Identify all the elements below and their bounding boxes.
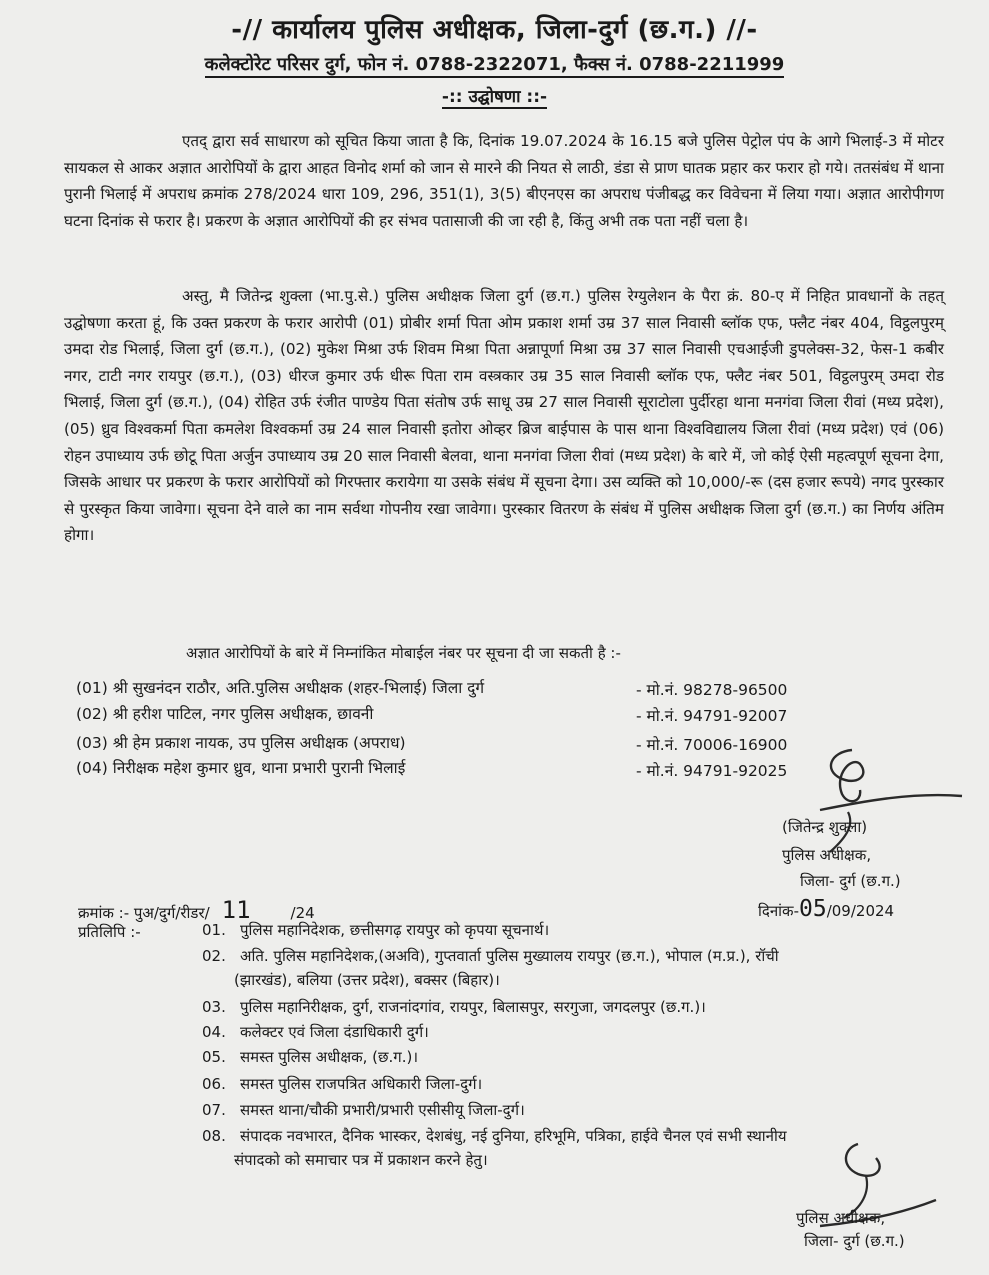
signatory-designation: पुलिस अधीक्षक,	[782, 846, 872, 864]
contact-mobile: - मो.नं. 98278-96500	[636, 681, 788, 699]
contact-mobile: - मो.नं. 94791-92025	[636, 762, 788, 780]
date-day: 05	[799, 896, 827, 922]
copy-item	[202, 1072, 922, 1096]
copy-item	[202, 944, 922, 992]
copy-number: 02.	[202, 947, 226, 965]
copy-text: पुलिस महानिदेशक, छत्तीसगढ़ रायपुर को कृपया सूचनार्थ।	[240, 921, 550, 939]
signatory-name: (जितेन्द्र शुक्ला)	[782, 818, 868, 836]
paragraph-1	[64, 128, 944, 234]
proclamation-heading-text: -:: उद्घोषणा ::-	[441, 87, 548, 107]
copy-number: 05.	[202, 1048, 226, 1066]
paragraph-2	[64, 283, 944, 549]
signatory-district: जिला- दुर्ग (छ.ग.)	[800, 872, 901, 890]
proclamation-heading	[0, 84, 989, 107]
contact-name: (04) निरीक्षक महेश कुमार ध्रुव, थाना प्रभारी पुरानी भिलाई	[76, 759, 406, 777]
copy-item	[202, 918, 922, 942]
copy-number: 04.	[202, 1023, 226, 1041]
copy-text-continued: संपादको को समाचार पत्र में प्रकाशन करने हेतु।	[234, 1151, 488, 1169]
contact-mobile: - मो.नं. 70006-16900	[636, 736, 788, 754]
reference-prefix: क्रमांक :- पुअ/दुर्ग/रीडर/	[78, 904, 210, 922]
office-title: -// कार्यालय पुलिस अधीक्षक, जिला-दुर्ग (छ.ग.) //-	[231, 15, 758, 45]
contact-name: (01) श्री सुखनंदन राठौर, अति.पुलिस अधीक्षक (शहर-भिलाई) जिला दुर्ग	[76, 679, 485, 697]
copy-item	[202, 1045, 922, 1069]
paragraph-2-text: अस्तु, मै जितेन्द्र शुक्ला (भा.पु.से.) पुलिस अधीक्षक जिला दुर्ग (छ.ग.) पुलिस रेग्युलेशन के पैरा क्रं. 80-ए में निहित प्रावधानों के तहत् उद्घोषणा करता हूं, कि उक्त प्रकरण के फरार आरोपी (01) प्रोबीर शर्मा पिता ओम प्रकाश शर्मा उम्र 37 साल निवासी ब्लॉक एफ, फ्लैट नंबर 404, विट्ठलपुरम् उमदा रोड भिलाई, जिला दुर्ग (छ.ग.), (02) मुकेश मिश्रा उर्फ शिवम मिश्रा पिता अन्नापूर्णा मिश्रा उम्र 37 साल निवासी एचआईजी डुपलेक्स-32, फेस-1 कबीर नगर, टाटी नगर रायपुर (छ.ग.), (03) धीरज कुमार उर्फ धीरू पिता राम वस्त्रकार उम्र 35 साल निवासी ब्लॉक एफ, फ्लैट नंबर 501, विट्ठलपुरम् उमदा रोड भिलाई, जिला दुर्ग (छ.ग.), (04) रोहित उर्फ रंजीत पाण्डेय पिता संतोष उर्फ साधू उम्र 27 साल निवासी सूराटोला पुर्दीरहा थाना मनगंवा जिला रीवां (मध्य प्रदेश), (05) ध्रुव विश्वकर्मा पिता कमलेश विश्वकर्मा उम्र 24 साल निवासी इतोरा ओव्हर ब्रिज बाईपास के पास थाना विश्वविद्यालय जिला रीवां (मध्य प्रदेश) एवं (06) रोहन उपाध्याय उर्फ छोटू पिता अर्जुन उपाध्याय उम्र 20 साल निवासी बेलवा, थाना मनगंवा जिला रीवां (मध्य प्रदेश) के बारे में, जो कोई ऐसी महत्वपूर्ण सूचना देगा, जिसके आधार पर प्रकरण के फरार आरोपियों को गिरफ्तार करायेगा या उसके संबंध में सूचना देगा। उस व्यक्ति को 10,000/-रू (दस हजार रूपये) नगद पुरस्कार से पुरस्कृत किया जावेगा। सूचना देने वाले का नाम सर्वथा गोपनीय रखा जावेगा। पुरस्कार वितरण के संबंध में पुलिस अधीक्षक जिला दुर्ग (छ.ग.) का निर्णय अंतिम होगा।	[64, 287, 944, 545]
copy-text: अति. पुलिस महानिदेशक,(अअवि), गुप्तवार्ता पुलिस मुख्यालय रायपुर (छ.ग.), भोपाल (म.प्र.), रॉची	[240, 947, 779, 965]
copy-text-continued: (झारखंड), बलिया (उत्तर प्रदेश), बक्सर (बिहार)।	[234, 971, 500, 989]
reference-suffix: /24	[290, 904, 315, 922]
signatory-designation: पुलिस अधीक्षक,	[796, 1209, 886, 1227]
date-rest: /09/2024	[826, 902, 895, 920]
copy-number: 08.	[202, 1127, 226, 1145]
copy-number: 01.	[202, 921, 226, 939]
contacts-intro: अज्ञात आरोपियों के बारे में निम्नांकित मोबाईल नंबर पर सूचना दी जा सकती है :-	[186, 644, 621, 662]
contact-name: (02) श्री हरीश पाटिल, नगर पुलिस अधीक्षक, छावनी	[76, 705, 374, 723]
copy-text: समस्त पुलिस राजपत्रित अधिकारी जिला-दुर्ग।	[240, 1075, 483, 1093]
copy-text: पुलिस महानिरीक्षक, दुर्ग, राजनांदगांव, रायपुर, बिलासपुर, सरगुजा, जगदलपुर (छ.ग.)।	[240, 998, 706, 1016]
copy-text: संपादक नवभारत, दैनिक भास्कर, देशबंधु, नई दुनिया, हरिभूमि, पत्रिका, हाईवे चैनल एवं सभी स्थानीय	[240, 1127, 787, 1145]
office-address-text: कलेक्टोरेट परिसर दुर्ग, फोन नं. 0788-2322071, फैक्स नं. 0788-2211999	[205, 54, 785, 78]
office-address	[0, 52, 989, 76]
copy-number: 06.	[202, 1075, 226, 1093]
contact-name: (03) श्री हेम प्रकाश नायक, उप पुलिस अधीक्षक (अपराध)	[76, 734, 406, 752]
date-label: दिनांक-	[758, 902, 799, 920]
copy-number: 03.	[202, 998, 226, 1016]
copy-item	[202, 995, 922, 1019]
contact-mobile: - मो.नं. 94791-92007	[636, 707, 788, 725]
reference-handwritten-number: 11	[221, 896, 251, 924]
copy-item	[202, 1098, 922, 1122]
paragraph-1-text: एतद् द्वारा सर्व साधारण को सूचित किया जाता है कि, दिनांक 19.07.2024 के 16.15 बजे पुलिस पेट्रोल पंप के आगे भिलाई-3 में मोटर सायकल से आकर अज्ञात आरोपियों के द्वारा आहत विनोद शर्मा को जान से मारने की नियत से लाठी, डंडा से प्राण घातक प्रहार कर फरार हो गये। ततसंबंध में थाना पुरानी भिलाई में अपराध क्रमांक 278/2024 धारा 109, 296, 351(1), 3(5) बीएनएस का अपराध पंजीबद्ध कर विवेचना में लिया गया। अज्ञात आरोपीगण घटना दिनांक से फरार है। प्रकरण के अज्ञात आरोपियों की हर संभव पतासाजी की जा रही है, किंतु अभी तक पता नहीं चला है।	[64, 132, 944, 230]
signatory-district: जिला- दुर्ग (छ.ग.)	[804, 1232, 905, 1250]
copy-text: समस्त थाना/चौकी प्रभारी/प्रभारी एसीसीयू जिला-दुर्ग।	[240, 1101, 525, 1119]
copy-item	[202, 1020, 922, 1044]
handwritten-signature	[790, 740, 970, 860]
copy-text: समस्त पुलिस अधीक्षक, (छ.ग.)।	[240, 1048, 419, 1066]
copy-text: कलेक्टर एवं जिला दंडाधिकारी दुर्ग।	[240, 1023, 429, 1041]
copy-number: 07.	[202, 1101, 226, 1119]
copy-label: प्रतिलिपि :-	[78, 923, 141, 941]
